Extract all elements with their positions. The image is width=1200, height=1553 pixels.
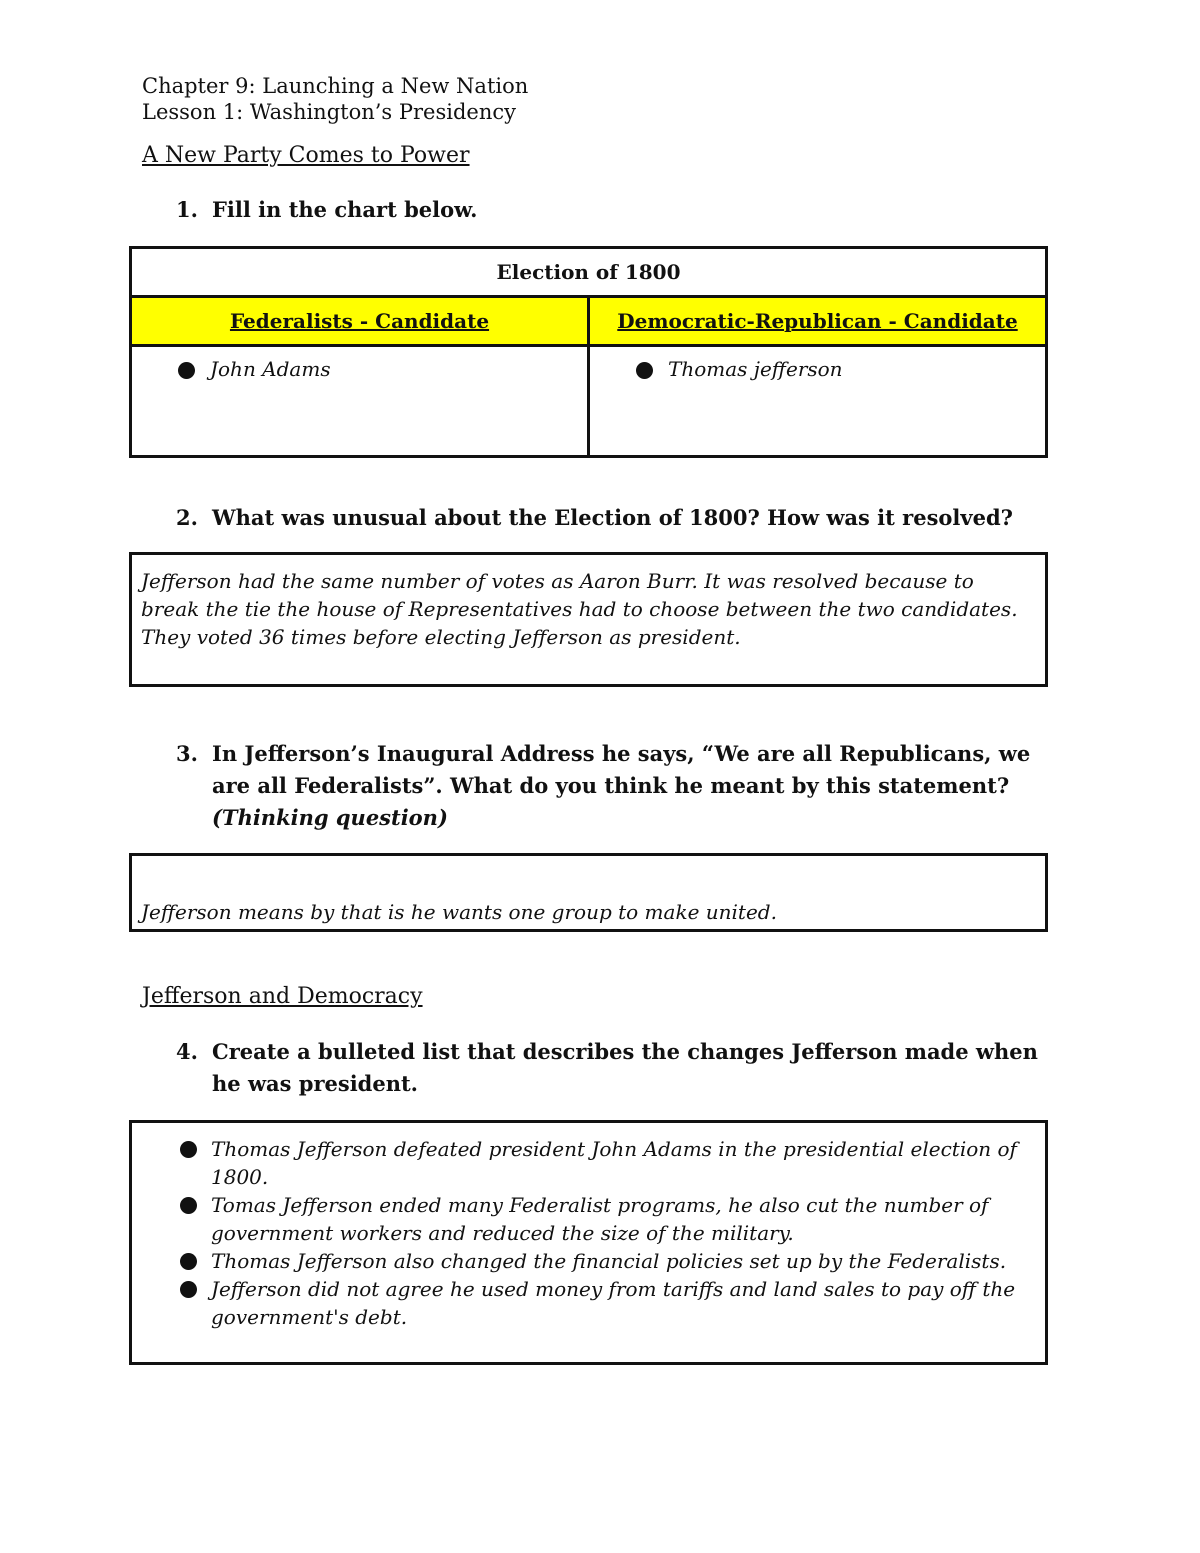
question-text: What was unusual about the Election of 1800? How was it resolved? [212,505,1013,530]
lesson-title: Lesson 1: Washington’s Presidency [142,100,516,124]
question-4 [176,1036,1046,1100]
answer-box-3[interactable] [129,853,1048,932]
list-item [132,1191,1033,1247]
question-3 [176,738,1046,834]
question-text-main: In Jefferson’s Inaugural Address he says, “We are all Republicans, we are all Federalists”. What do you think he meant by this statement? [212,741,1031,798]
democratic-republican-candidate: Thomas jefferson [668,357,843,381]
federalist-candidate: John Adams [210,357,331,381]
bullet-icon [178,362,195,379]
list-item-text: Tomas Jefferson ended many Federalist programs, he also cut the number of government workers and reduced the size of the military. [211,1193,989,1245]
election-chart [129,246,1048,458]
list-item-text: Thomas Jefferson also changed the financial policies set up by the Federalists. [211,1249,1007,1273]
bullet-icon [636,362,653,379]
question-text: Fill in the chart below. [212,197,478,222]
list-item [132,1247,1033,1275]
question-2 [176,502,1046,534]
democratic-republican-candidate-cell[interactable] [589,346,1047,457]
chart-title: Election of 1800 [131,248,1047,297]
list-item [132,1135,1033,1191]
federalist-candidate-cell[interactable] [131,346,589,457]
section-heading-new-party: A New Party Comes to Power [142,143,470,168]
bullet-icon [180,1141,197,1158]
question-number: 4. [176,1039,198,1064]
question-text: Create a bulleted list that describes the changes Jefferson made when he was president. [212,1039,1038,1096]
list-item-text: Jefferson did not agree he used money from tariffs and land sales to pay off the government's debt. [211,1277,1016,1329]
answer-box-2[interactable] [129,552,1048,687]
democratic-republican-header: Democratic-Republican - Candidate [589,297,1047,346]
question-text [176,738,1046,834]
question-text-italic: (Thinking question) [212,805,448,830]
answer-box-4[interactable] [129,1120,1048,1365]
list-item-text: Thomas Jefferson defeated president John Adams in the presidential election of 1800. [211,1137,1017,1189]
section-heading-jefferson-democracy: Jefferson and Democracy [142,984,423,1009]
bullet-icon [180,1197,197,1214]
list-item [132,1275,1033,1331]
chapter-title: Chapter 9: Launching a New Nation [142,74,529,98]
bullet-icon [180,1281,197,1298]
question-number: 2. [176,505,198,530]
bullet-icon [180,1253,197,1270]
federalist-header: Federalists - Candidate [131,297,589,346]
question-number: 1. [176,197,198,222]
question-number: 3. [176,741,198,766]
answer-text: Jefferson means by that is he wants one group to make united. [141,900,777,924]
question-1 [176,194,1046,226]
answer-text: Jefferson had the same number of votes as Aaron Burr. It was resolved because to break the tie the house of Representatives had to choose between the two candidates. They voted 36 times before electing Jefferson as president. [141,569,1018,649]
changes-list [132,1135,1033,1331]
